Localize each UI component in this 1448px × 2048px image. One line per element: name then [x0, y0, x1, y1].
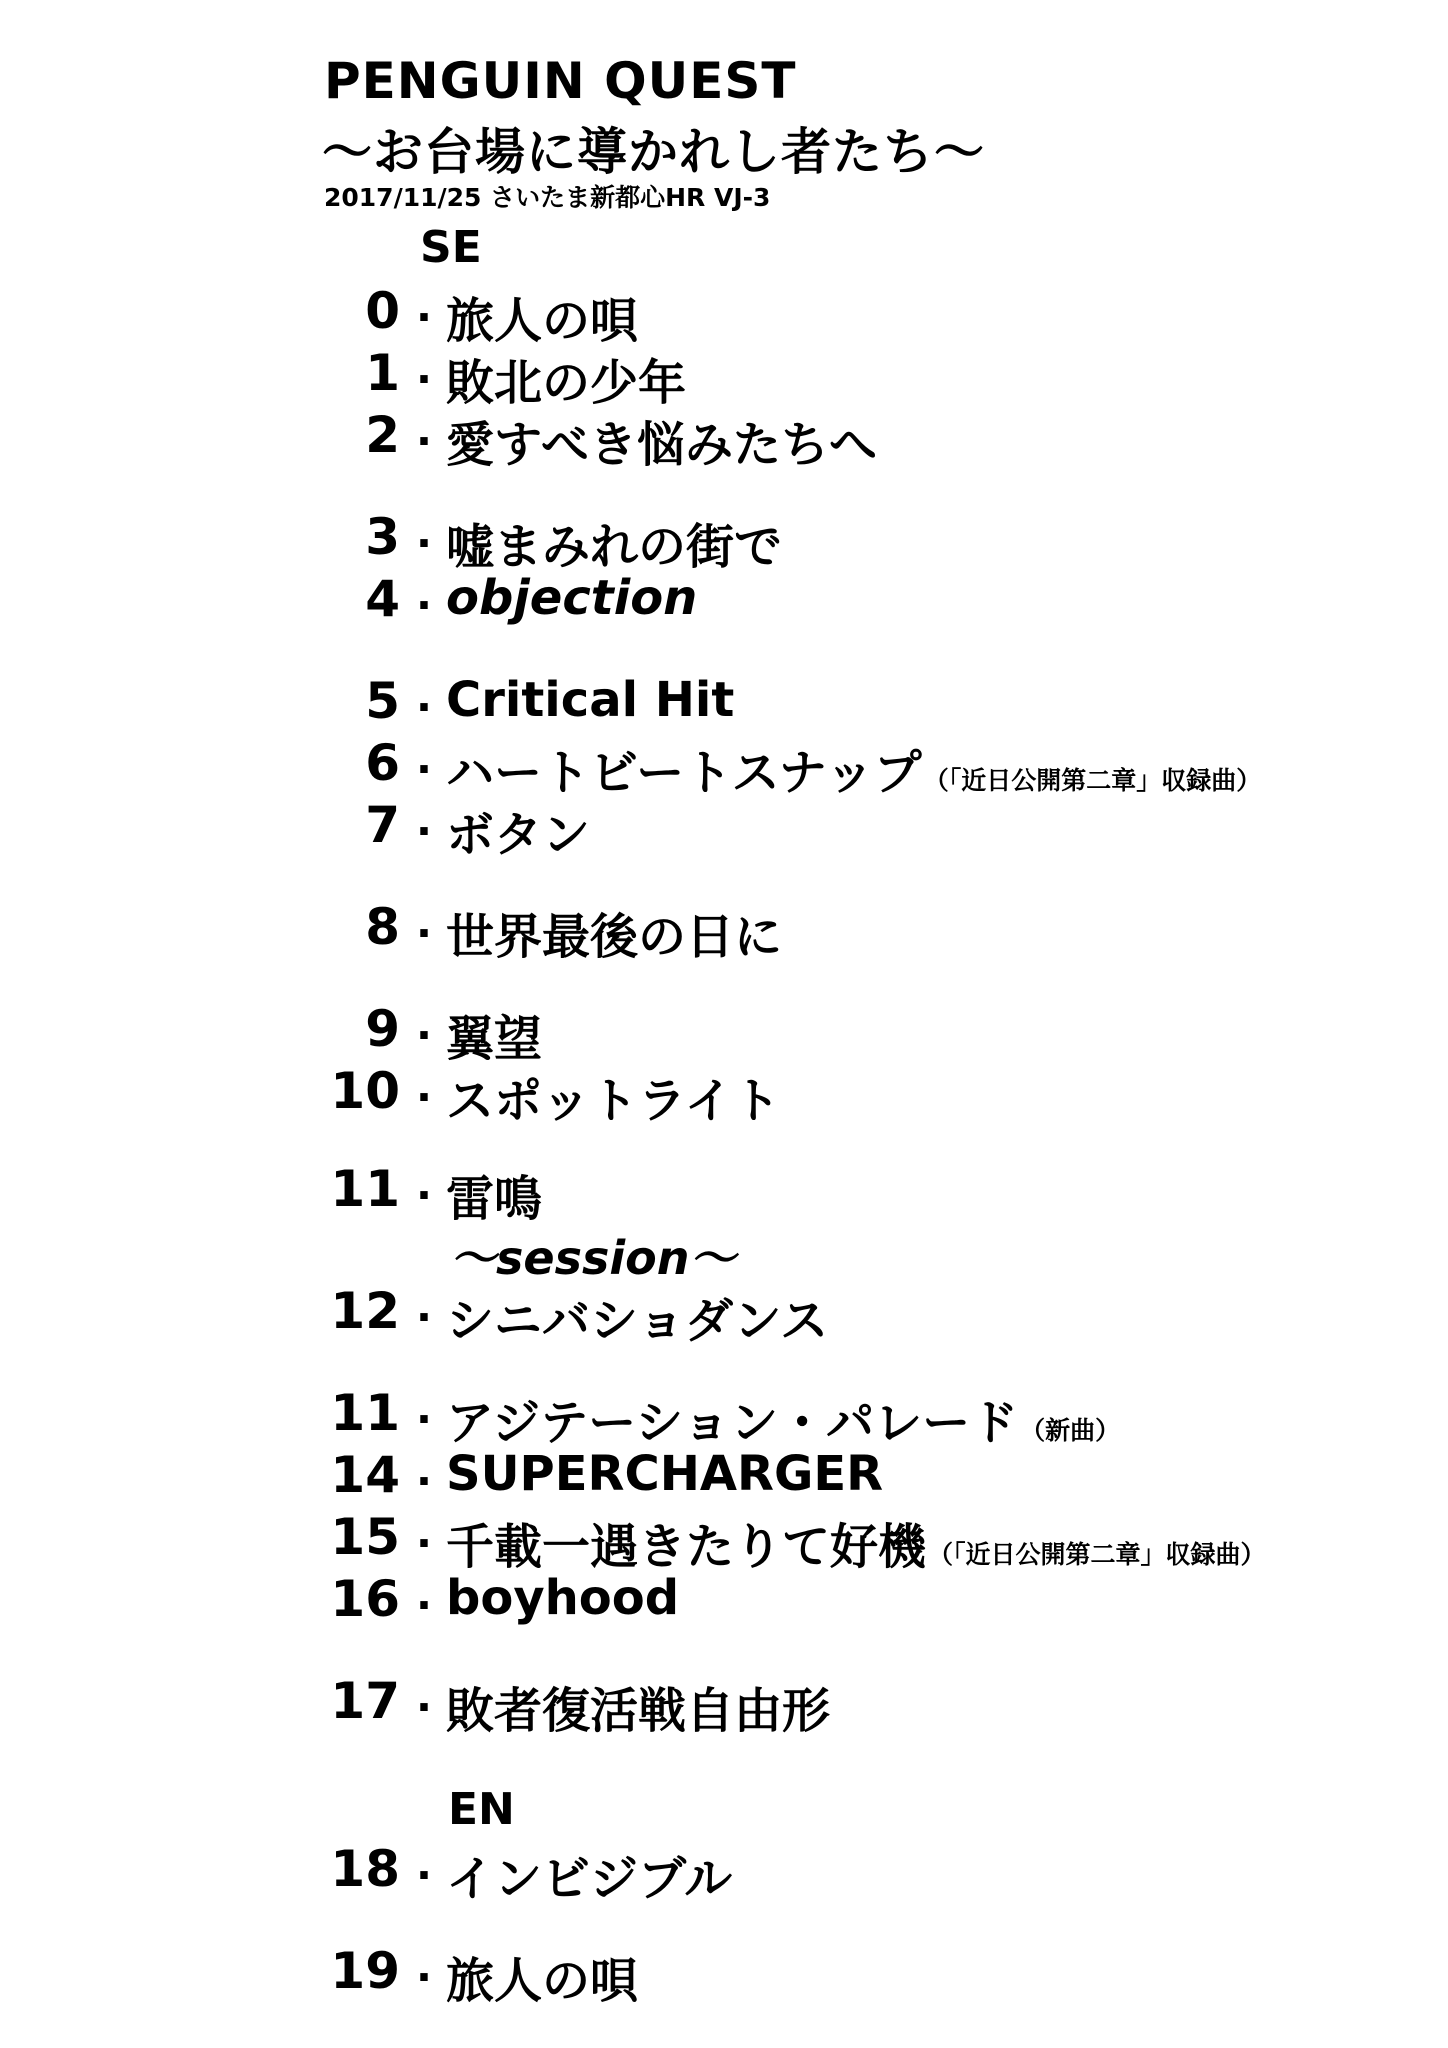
track-number: 0 [365, 282, 400, 340]
track-number: 15 [330, 1508, 400, 1566]
track-number: 17 [330, 1672, 400, 1730]
track-title: objection [446, 570, 698, 626]
setlist-item [0, 1508, 1448, 1575]
track-number: 14 [330, 1446, 400, 1504]
se-label: SE [420, 222, 482, 273]
track-note: （「近日公開第二章」収録曲） [928, 1540, 1266, 1569]
track-title: 翼望 [446, 1011, 543, 1067]
track-dot: . [416, 508, 432, 557]
page-subtitle: ～お台場に導かれし者たち～ [322, 123, 985, 181]
track-dot: . [416, 344, 432, 393]
track-dot: . [416, 1840, 432, 1889]
track-title: 千載一遇きたりて好機 [446, 1519, 927, 1575]
setlist-item [0, 1062, 1448, 1129]
setlist-item [0, 1446, 1448, 1506]
track-title: 敗者復活戦自由形 [446, 1683, 831, 1739]
track-title: Critical Hit [446, 672, 735, 728]
track-title: 旅人の唄 [446, 293, 639, 349]
track-note: （新曲） [1020, 1416, 1121, 1445]
setlist-item [0, 282, 1448, 349]
track-number: 7 [365, 796, 400, 854]
track-dot: . [416, 672, 432, 721]
track-number: 6 [365, 734, 400, 792]
track-title: 愛すべき悩みたちへ [446, 417, 878, 473]
track-number: 5 [365, 672, 400, 730]
track-dot: . [416, 734, 432, 783]
track-title: 世界最後の日に [446, 909, 783, 965]
setlist-item [0, 1840, 1448, 1907]
setlist-item [0, 898, 1448, 965]
track-number: 9 [365, 1000, 400, 1058]
track-dot: . [416, 898, 432, 947]
track-title: シニバショダンス [446, 1293, 829, 1349]
track-dot: . [416, 1508, 432, 1557]
setlist-item [0, 734, 1448, 801]
track-number: 12 [330, 1282, 400, 1340]
track-title: SUPERCHARGER [446, 1446, 884, 1502]
track-number: 3 [365, 508, 400, 566]
track-note: （「近日公開第二章」収録曲） [923, 766, 1262, 795]
track-number: 4 [365, 570, 400, 628]
en-label: EN [448, 1784, 515, 1835]
setlist-item [0, 508, 1448, 575]
track-dot: . [416, 796, 432, 845]
setlist-item [0, 1160, 1448, 1227]
track-title: 雷鳴 [446, 1171, 543, 1227]
track-number: 19 [330, 1942, 400, 2000]
page-title: PENGUIN QUEST [324, 52, 797, 110]
setlist-item [0, 570, 1448, 630]
track-title: 敗北の少年 [446, 355, 687, 411]
setlist-item [0, 796, 1448, 863]
setlist-item [0, 1942, 1448, 2009]
track-dot: . [416, 1000, 432, 1049]
track-number: 10 [330, 1062, 400, 1120]
track-title-group [446, 1508, 1266, 1577]
setlist-item [0, 1000, 1448, 1067]
track-dot: . [416, 1672, 432, 1721]
event-dateline: 2017/11/25 さいたま新都心HR VJ-3 [324, 183, 771, 212]
track-number: 8 [365, 898, 400, 956]
track-number: 18 [330, 1840, 400, 1898]
track-title: ハートビートスナップ [446, 745, 922, 801]
setlist-item [0, 344, 1448, 411]
track-dot: . [416, 1446, 432, 1495]
track-dot: . [416, 282, 432, 331]
track-dot: . [416, 1160, 432, 1209]
track-dot: . [416, 1384, 432, 1433]
track-number: 16 [330, 1570, 400, 1628]
track-number: 11 [330, 1160, 400, 1218]
setlist-item [0, 1384, 1448, 1451]
track-dot: . [416, 406, 432, 455]
track-title-group [446, 1384, 1120, 1453]
setlist-item [0, 672, 1448, 732]
track-title: ボタン [446, 807, 591, 863]
session-label: ～session～ [450, 1231, 736, 1285]
track-number: 1 [365, 344, 400, 402]
track-title: 旅人の唄 [446, 1953, 639, 2009]
track-number: 2 [365, 406, 400, 464]
setlist-item [0, 406, 1448, 473]
setlist-item [0, 1672, 1448, 1739]
track-title: インビジブル [446, 1851, 733, 1907]
track-dot: . [416, 1282, 432, 1331]
track-title: アジテーション・パレード [446, 1395, 1019, 1451]
track-title-group [446, 734, 1261, 803]
track-number: 11 [330, 1384, 400, 1442]
track-title: 嘘まみれの街で [446, 519, 783, 575]
setlist-item [0, 1570, 1448, 1630]
track-title: boyhood [446, 1570, 680, 1626]
track-dot: . [416, 1942, 432, 1991]
track-dot: . [416, 570, 432, 619]
setlist-item [0, 1282, 1448, 1349]
track-dot: . [416, 1062, 432, 1111]
track-dot: . [416, 1570, 432, 1619]
track-title: スポットライト [446, 1073, 781, 1129]
